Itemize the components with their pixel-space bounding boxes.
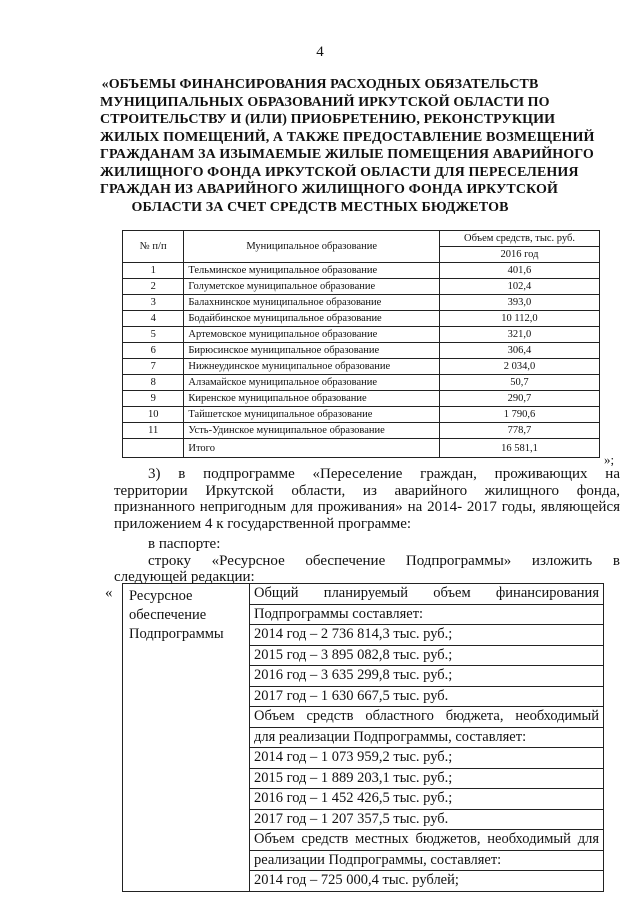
closing-quote: »; bbox=[604, 452, 615, 467]
row-value: 393,0 bbox=[439, 295, 599, 311]
paragraph-line: территории Иркутской области, из аварийного жилищного фонда, bbox=[114, 483, 620, 499]
resource-line: 2014 год – 725 000,4 тыс. рублей; bbox=[254, 872, 459, 888]
row-number: 8 bbox=[123, 375, 184, 391]
resource-line: 2015 год – 1 889 203,1 тыс. руб.; bbox=[250, 769, 603, 790]
row-number: 6 bbox=[123, 343, 184, 359]
row-municipality: Тельминское муниципальное образование bbox=[184, 263, 440, 279]
row-number: 11 bbox=[123, 423, 184, 439]
title-line: ЖИЛИЩНОГО ФОНДА ИРКУТСКОЙ ОБЛАСТИ ДЛЯ ПЕРЕСЕЛЕНИЯ bbox=[100, 164, 579, 180]
table-row bbox=[123, 375, 600, 391]
resource-line: Подпрограммы составляет: bbox=[250, 605, 603, 626]
row-value: 10 112,0 bbox=[439, 311, 599, 327]
row-value: 1 790,6 bbox=[439, 407, 599, 423]
table-row bbox=[123, 295, 600, 311]
row-municipality: Киренское муниципальное образование bbox=[184, 391, 440, 407]
title-line: МУНИЦИПАЛЬНЫХ ОБРАЗОВАНИЙ ИРКУТСКОЙ ОБЛАСТИ ПО bbox=[100, 94, 550, 110]
row-value: 778,7 bbox=[439, 423, 599, 439]
paragraph-line: приложением 4 к государственной программе: bbox=[114, 516, 412, 532]
table-row bbox=[123, 423, 600, 439]
resource-line: Объем средств местных бюджетов, необходимый для bbox=[250, 830, 603, 851]
row-value: 102,4 bbox=[439, 279, 599, 295]
resource-content-cell bbox=[250, 584, 604, 892]
paragraph-line: 3) в подпрограмме «Переселение граждан, проживающих на bbox=[148, 466, 620, 482]
row-municipality: Голуметское муниципальное образование bbox=[184, 279, 440, 295]
total-label: Итого bbox=[184, 439, 440, 458]
resource-table bbox=[122, 583, 604, 892]
resource-label-line: обеспечение bbox=[129, 607, 207, 623]
row-number: 10 bbox=[123, 407, 184, 423]
row-municipality: Артемовское муниципальное образование bbox=[184, 327, 440, 343]
document-title bbox=[100, 76, 595, 216]
paragraph-line: следующей редакции: bbox=[114, 569, 255, 585]
title-line: СТРОИТЕЛЬСТВУ И (ИЛИ) ПРИОБРЕТЕНИЮ, РЕКОНСТРУКЦИИ bbox=[100, 112, 556, 127]
table-row bbox=[123, 311, 600, 327]
table-row bbox=[123, 327, 600, 343]
title-line: «ОБЪЕМЫ ФИНАНСИРОВАНИЯ РАСХОДНЫХ ОБЯЗАТЕЛЬСТВ bbox=[101, 77, 539, 92]
row-number: 7 bbox=[123, 359, 184, 375]
row-value: 2 034,0 bbox=[439, 359, 599, 375]
row-value: 401,6 bbox=[439, 263, 599, 279]
resource-line: 2017 год – 1 630 667,5 тыс. руб. bbox=[250, 687, 603, 708]
paragraph-line: строку «Ресурсное обеспечение Подпрограммы» изложить в bbox=[148, 553, 620, 569]
table-row bbox=[123, 391, 600, 407]
table-row bbox=[123, 279, 600, 295]
header-municipality: Муниципальное образование bbox=[184, 231, 440, 263]
header-num: № п/п bbox=[123, 231, 184, 263]
page-number: 4 bbox=[316, 44, 324, 60]
total-value: 16 581,1 bbox=[439, 439, 599, 458]
row-municipality: Нижнеудинское муниципальное образование bbox=[184, 359, 440, 375]
row-municipality: Балахнинское муниципальное образование bbox=[184, 295, 440, 311]
table-row bbox=[123, 359, 600, 375]
title-line: ЖИЛЫХ ПОМЕЩЕНИЙ, А ТАКЖЕ ПРЕДОСТАВЛЕНИЕ ВОЗМЕЩЕНИЙ bbox=[100, 129, 595, 145]
resource-line: Объем средств областного бюджета, необходимый bbox=[250, 707, 603, 728]
row-number: 9 bbox=[123, 391, 184, 407]
row-number: 5 bbox=[123, 327, 184, 343]
table-row bbox=[123, 263, 600, 279]
row-number: 4 bbox=[123, 311, 184, 327]
title-line: ОБЛАСТИ ЗА СЧЕТ СРЕДСТВ МЕСТНЫХ БЮДЖЕТОВ bbox=[131, 199, 509, 215]
row-value: 321,0 bbox=[439, 327, 599, 343]
resource-label-cell bbox=[123, 584, 250, 892]
row-municipality: Бодайбинское муниципальное образование bbox=[184, 311, 440, 327]
resource-label-line: Ресурсное bbox=[129, 588, 193, 604]
funding-table bbox=[122, 230, 600, 458]
paragraph-line: в паспорте: bbox=[148, 536, 221, 552]
table-row bbox=[123, 407, 600, 423]
title-line: ГРАЖДАН ИЗ АВАРИЙНОГО ЖИЛИЩНОГО ФОНДА ИРКУТСКОЙ bbox=[100, 182, 558, 197]
row-value: 50,7 bbox=[439, 375, 599, 391]
row-municipality: Усть-Удинское муниципальное образование bbox=[184, 423, 440, 439]
total-row bbox=[123, 439, 600, 458]
paragraph-line: признанного непригодным для проживания» на 2014- 2017 годы, являющейся bbox=[114, 499, 620, 515]
row-value: 306,4 bbox=[439, 343, 599, 359]
row-municipality: Алзамайское муниципальное образование bbox=[184, 375, 440, 391]
title-line: ГРАЖДАНАМ ЗА ИЗЫМАЕМЫЕ ЖИЛЫЕ ПОМЕЩЕНИЯ АВАРИЙНОГО bbox=[100, 147, 594, 162]
resource-line: Общий планируемый объем финансирования bbox=[250, 584, 603, 605]
resource-line: 2017 год – 1 207 357,5 тыс. руб. bbox=[250, 810, 603, 831]
resource-line: 2014 год – 2 736 814,3 тыс. руб.; bbox=[250, 625, 603, 646]
row-value: 290,7 bbox=[439, 391, 599, 407]
resource-line: для реализации Подпрограммы, составляет: bbox=[250, 728, 603, 749]
opening-quote: « bbox=[105, 585, 113, 601]
resource-line: 2015 год – 3 895 082,8 тыс. руб.; bbox=[250, 646, 603, 667]
resource-line: реализации Подпрограммы, составляет: bbox=[250, 851, 603, 872]
row-number: 2 bbox=[123, 279, 184, 295]
row-municipality: Бирюсинское муниципальное образование bbox=[184, 343, 440, 359]
header-amount: Объем средств, тыс. руб. bbox=[439, 231, 599, 247]
header-year: 2016 год bbox=[439, 247, 599, 263]
row-number: 3 bbox=[123, 295, 184, 311]
row-municipality: Тайшетское муниципальное образование bbox=[184, 407, 440, 423]
table-row bbox=[123, 343, 600, 359]
row-number: 1 bbox=[123, 263, 184, 279]
resource-line: 2016 год – 3 635 299,8 тыс. руб.; bbox=[250, 666, 603, 687]
resource-line: 2014 год – 1 073 959,2 тыс. руб.; bbox=[250, 748, 603, 769]
resource-line: 2016 год – 1 452 426,5 тыс. руб.; bbox=[250, 789, 603, 810]
total-num-cell bbox=[123, 439, 184, 458]
resource-label-line: Подпрограммы bbox=[129, 626, 224, 642]
